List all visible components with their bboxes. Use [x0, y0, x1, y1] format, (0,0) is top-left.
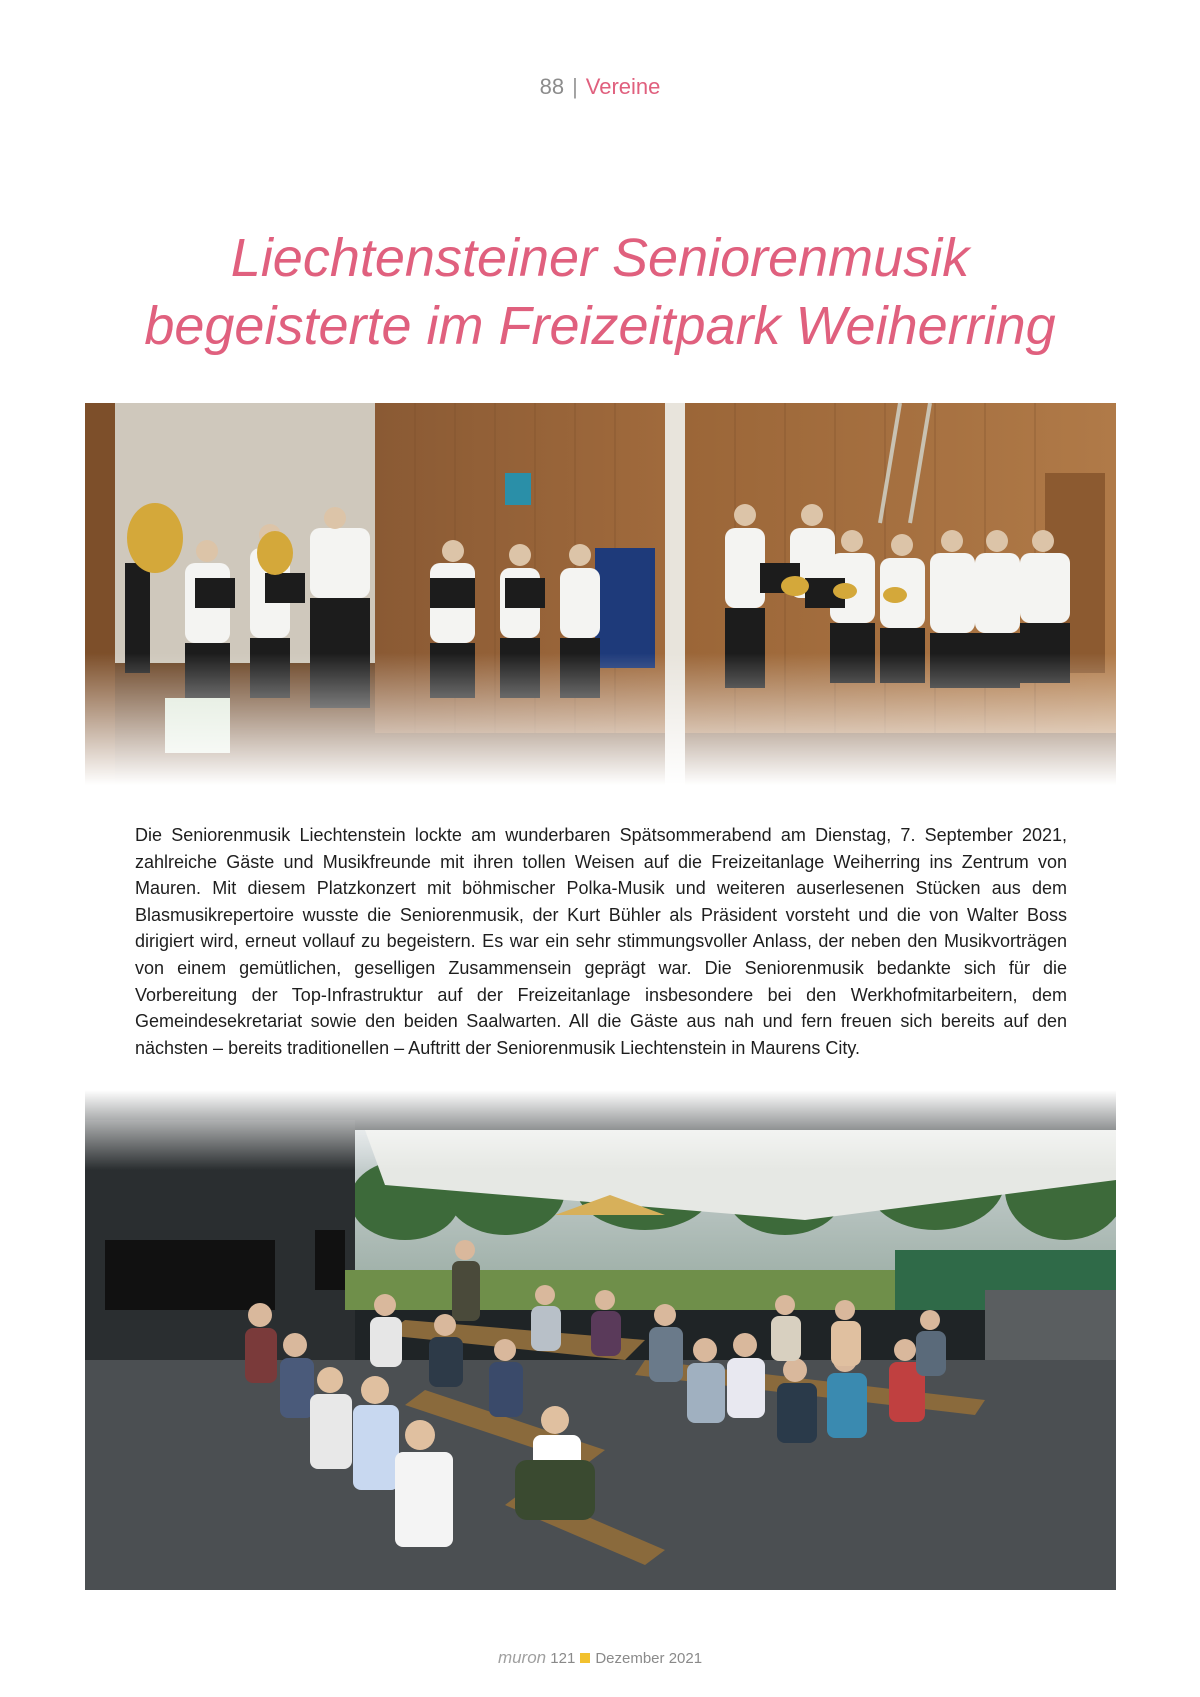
audience-photo	[85, 1090, 1116, 1590]
footer-square-icon	[580, 1653, 590, 1663]
audience-photo-image	[85, 1090, 1116, 1590]
page-header	[0, 74, 1200, 100]
issue-number: 121	[550, 1650, 576, 1667]
article-title	[0, 224, 1200, 360]
page-footer	[0, 1648, 1200, 1668]
header-separator: |	[572, 74, 578, 99]
article-body: Die Seniorenmusik Liechtenstein lockte am wunderbaren Spätsommerabend am Dienstag, 7. September 2021, zahlreiche Gäste und Musikfreunde mit ihren tollen Weisen auf die Freizeitanlage Weiherring ins Zentrum von Mauren. Mit diesem Platzkonzert mit böhmischer Polka-Musik und weiteren auserlesenen Stücken aus dem Blasmusikrepertoire wusste die Seniorenmusik, der Kurt Bühler als Präsident vorsteht und die von Walter Boss dirigiert wird, erneut vollauf zu begeistern. Es war ein sehr stimmungsvoller Anlass, der neben den Musikvorträgen von einem gemütlichen, geselligen Zusammensein geprägt war. Die Seniorenmusik bedankte sich für die Vorbereitung der Top-Infrastruktur auf der Freizeitanlage insbesondere bei den Werkhofmitarbeitern, dem Gemeindesekretariat sowie den beiden Saalwarten. All die Gäste aus nah und fern freuen sich bereits auf den nächsten – bereits traditionellen – Auftritt der Seniorenmusik Liechtenstein in Maurens City.	[135, 825, 1067, 1058]
magazine-name: muron	[497, 1648, 547, 1667]
page-number: 88	[539, 74, 565, 99]
title-line-2: begeisterte im Freizeitpark Weiherring	[144, 296, 1056, 357]
section-name: Vereine	[585, 74, 661, 99]
issue-date: Dezember 2021	[595, 1650, 703, 1667]
band-photo	[85, 403, 1116, 785]
band-photo-image	[85, 403, 1116, 785]
title-line-1: Liechtensteiner Seniorenmusik	[230, 228, 970, 289]
